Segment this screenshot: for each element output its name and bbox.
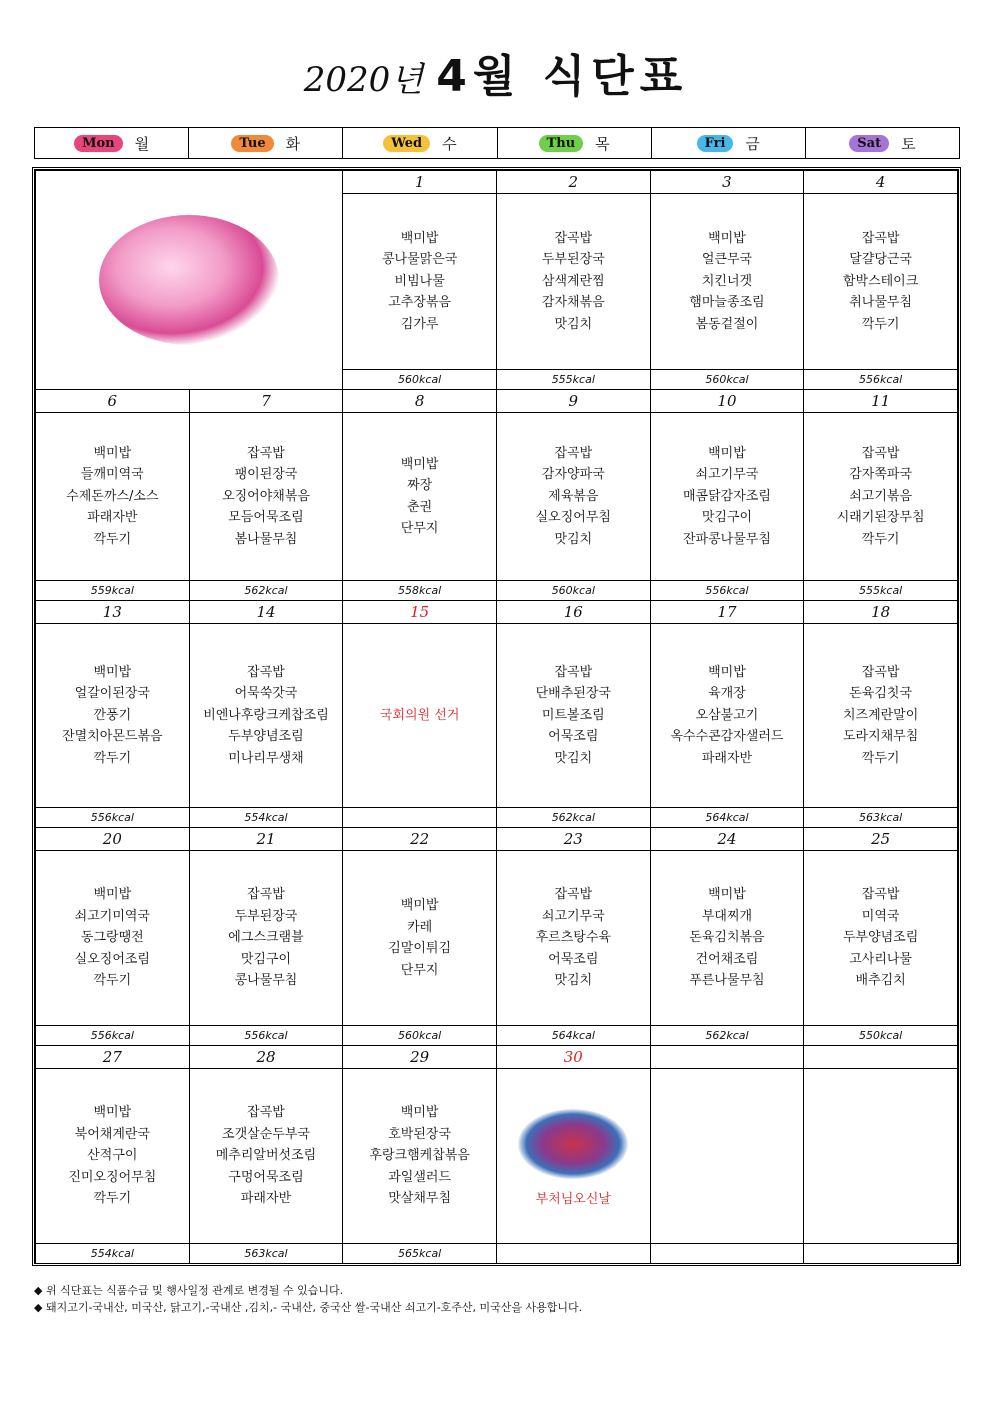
menu-item: 감자쪽파국 xyxy=(849,467,913,483)
weekday-wed xyxy=(343,128,497,158)
calorie-label xyxy=(497,1243,650,1263)
calorie-label xyxy=(343,807,496,827)
menu-item: 북어채계란국 xyxy=(74,1126,150,1142)
calendar-cell xyxy=(36,1046,190,1264)
menu-item: 백미밥 xyxy=(93,1105,132,1121)
menu-item: 어묵조림 xyxy=(548,951,599,967)
menu-list xyxy=(804,413,957,580)
calorie-label: 560kcal xyxy=(651,369,804,389)
weekday-en-label: Mon xyxy=(74,135,123,152)
calorie-label xyxy=(804,1243,957,1263)
calendar-cell xyxy=(496,1046,650,1264)
menu-list xyxy=(36,1069,189,1243)
calendar-cell xyxy=(189,1046,343,1264)
day-number: 16 xyxy=(497,601,650,624)
menu-item: 파래자반 xyxy=(87,510,138,526)
menu-list xyxy=(651,413,804,580)
menu-item: 깍두기 xyxy=(861,316,900,332)
day-cell xyxy=(651,601,804,827)
day-number xyxy=(804,1046,957,1069)
menu-item: 돈육김치볶음 xyxy=(689,930,765,946)
calendar-cell xyxy=(36,601,190,828)
weekday-ko-label: 화 xyxy=(285,134,301,153)
day-cell xyxy=(651,390,804,600)
menu-item: 도라지채무침 xyxy=(842,729,919,745)
calorie-label: 560kcal xyxy=(343,369,496,389)
menu-item: 돈육김칫국 xyxy=(849,686,913,702)
menu-list xyxy=(497,194,650,369)
day-number: 3 xyxy=(651,171,804,194)
menu-item: 비빔나물 xyxy=(394,273,445,289)
menu-item: 깍두기 xyxy=(93,973,132,989)
calendar-cell xyxy=(804,171,958,390)
menu-item: 단무지 xyxy=(400,521,439,536)
holiday-note: 부처님오신날 xyxy=(535,1192,611,1208)
menu-item: 쇠고기무국 xyxy=(695,467,759,483)
day-number: 14 xyxy=(190,601,343,624)
day-number: 11 xyxy=(804,390,957,413)
menu-item: 매콤닭감자조림 xyxy=(683,488,771,504)
azalea-flower-image xyxy=(99,215,279,345)
calendar-cell xyxy=(804,828,958,1046)
menu-item: 후랑크햄케찹볶음 xyxy=(369,1148,470,1164)
menu-item: 콩나물무침 xyxy=(234,973,298,989)
menu-item: 함박스테이크 xyxy=(842,273,919,289)
menu-item: 깍두기 xyxy=(93,750,132,766)
calorie-label: 563kcal xyxy=(804,807,957,827)
title-year: 2020년 xyxy=(303,60,424,100)
calendar-cell xyxy=(650,390,804,601)
day-cell xyxy=(497,828,650,1045)
menu-item: 두부된장국 xyxy=(541,252,605,268)
footnote-line: ◆ 위 식단표는 식품수급 및 행사일정 관계로 변경될 수 있습니다. xyxy=(34,1284,344,1297)
calorie-label: 556kcal xyxy=(36,1025,189,1045)
calorie-label: 550kcal xyxy=(804,1025,957,1045)
menu-item: 감자양파국 xyxy=(541,467,605,483)
menu-item: 잡곡밥 xyxy=(247,887,285,903)
calendar-cell xyxy=(36,390,190,601)
day-cell xyxy=(343,1046,496,1263)
menu-item: 단무지 xyxy=(400,962,439,978)
menu-list xyxy=(497,413,650,580)
menu-item: 두부된장국 xyxy=(234,908,298,924)
menu-item: 두부양념조림 xyxy=(228,729,304,745)
menu-list xyxy=(497,624,650,807)
menu-item: 미트볼조림 xyxy=(541,707,605,723)
day-cell xyxy=(190,828,343,1045)
day-cell xyxy=(804,828,957,1045)
calorie-label: 556kcal xyxy=(651,580,804,600)
menu-item: 파래자반 xyxy=(240,1191,292,1207)
calorie-label: 564kcal xyxy=(497,1025,650,1045)
menu-item: 백미밥 xyxy=(400,1105,439,1121)
day-number: 25 xyxy=(804,828,957,851)
menu-item: 비엔나후랑크케찹조림 xyxy=(203,707,329,723)
weekday-mon xyxy=(35,128,189,158)
day-cell xyxy=(343,390,496,600)
calendar-cell xyxy=(804,1046,958,1264)
weekday-en-label: Tue xyxy=(231,135,273,152)
menu-item: 백미밥 xyxy=(400,898,439,913)
calorie-label: 564kcal xyxy=(651,807,804,827)
menu-item: 카레 xyxy=(407,919,433,935)
menu-item: 배추김치 xyxy=(855,973,906,989)
menu-item: 쇠고기무국 xyxy=(541,908,605,924)
menu-item: 깍두기 xyxy=(93,531,132,547)
menu-item: 쇠고기미역국 xyxy=(74,908,150,924)
menu-item: 미나리무생채 xyxy=(228,750,304,766)
menu-list xyxy=(343,413,496,580)
calorie-label: 560kcal xyxy=(497,580,650,600)
menu-item: 백미밥 xyxy=(400,230,439,246)
menu-item: 잔파콩나물무침 xyxy=(683,531,771,547)
day-number: 15 xyxy=(343,601,496,624)
menu-list xyxy=(190,624,343,807)
menu-list xyxy=(343,194,496,369)
menu-item: 팽이된장국 xyxy=(234,467,298,483)
menu-item: 취나물무침 xyxy=(849,295,913,311)
weekday-ko-label: 금 xyxy=(745,134,760,153)
day-number: 1 xyxy=(343,171,496,194)
day-number: 13 xyxy=(36,601,189,624)
menu-list xyxy=(804,194,957,369)
menu-list xyxy=(651,1069,804,1243)
menu-list xyxy=(343,624,496,807)
weekday-ko-label: 월 xyxy=(134,134,150,153)
calorie-label: 554kcal xyxy=(36,1243,189,1263)
menu-item: 백미밥 xyxy=(93,445,132,461)
calendar-cell xyxy=(343,828,497,1046)
calorie-label: 558kcal xyxy=(343,580,496,600)
day-number: 17 xyxy=(651,601,804,624)
day-cell xyxy=(804,390,957,600)
menu-item: 고추장볶음 xyxy=(388,295,452,311)
day-cell xyxy=(190,1046,343,1263)
calorie-label: 556kcal xyxy=(190,1025,343,1045)
calendar-cell xyxy=(343,390,497,601)
menu-item: 백미밥 xyxy=(708,445,746,461)
menu-item: 어묵조림 xyxy=(548,729,599,745)
menu-item: 과일샐러드 xyxy=(388,1169,452,1185)
menu-item: 얼갈이된장국 xyxy=(74,686,150,702)
day-cell xyxy=(497,601,650,827)
menu-list xyxy=(804,1069,957,1243)
day-cell xyxy=(190,601,343,827)
calendar-cell xyxy=(650,1046,804,1264)
day-number: 8 xyxy=(343,390,496,413)
calorie-label: 562kcal xyxy=(497,807,650,827)
day-number: 4 xyxy=(804,171,957,194)
day-cell xyxy=(343,601,496,827)
day-number: 27 xyxy=(36,1046,189,1069)
menu-item: 오징어야채볶음 xyxy=(222,488,310,504)
menu-item: 후르츠탕수육 xyxy=(535,930,611,946)
calendar-cell xyxy=(650,828,804,1046)
day-cell xyxy=(343,171,496,389)
weekday-en-label: Fri xyxy=(697,135,734,152)
day-cell xyxy=(804,171,957,389)
calorie-label xyxy=(651,1243,804,1263)
day-cell xyxy=(804,1046,957,1263)
calendar-cell xyxy=(343,1046,497,1264)
menu-item: 백미밥 xyxy=(708,230,746,246)
menu-item: 잡곡밥 xyxy=(861,887,900,903)
menu-item: 푸른나물무침 xyxy=(689,973,765,989)
menu-item: 감자채볶음 xyxy=(541,295,605,311)
menu-item: 건어채조림 xyxy=(695,951,759,967)
calorie-label: 554kcal xyxy=(190,807,343,827)
footnote-line: ◆ 돼지고기-국내산, 미국산, 닭고기,-국내산 ,김치,- 국내산, 중국산 쌀-국내산 쇠고기-호주산, 미국산을 사용합니다. xyxy=(34,1301,583,1314)
day-number xyxy=(651,1046,804,1069)
menu-list xyxy=(343,851,496,1025)
day-number: 6 xyxy=(36,390,189,413)
menu-list xyxy=(36,851,189,1025)
menu-item: 오삼불고기 xyxy=(695,707,759,723)
day-cell xyxy=(651,828,804,1045)
menu-item: 고사리나물 xyxy=(849,951,913,967)
weekday-thu xyxy=(498,128,652,158)
menu-item: 잡곡밥 xyxy=(554,887,593,903)
page-title xyxy=(0,40,992,104)
weekday-sat xyxy=(806,128,959,158)
menu-item: 산적구이 xyxy=(87,1148,138,1164)
day-number: 21 xyxy=(190,828,343,851)
day-cell xyxy=(190,390,343,600)
calendar-cell xyxy=(650,601,804,828)
menu-item: 호박된장국 xyxy=(388,1126,452,1142)
menu-item: 부대찌개 xyxy=(701,908,753,924)
menu-item: 에그스크램블 xyxy=(228,930,304,946)
menu-item: 잡곡밥 xyxy=(247,1105,285,1121)
menu-item: 맛김구이 xyxy=(240,951,292,967)
menu-list xyxy=(804,851,957,1025)
weekday-ko-label: 토 xyxy=(901,134,916,153)
calorie-label: 562kcal xyxy=(190,580,343,600)
day-cell xyxy=(36,828,189,1045)
menu-item: 달걀당근국 xyxy=(849,252,913,268)
menu-item: 미역국 xyxy=(861,908,900,924)
day-number: 24 xyxy=(651,828,804,851)
calendar xyxy=(32,167,961,1266)
menu-item: 봄동겉절이 xyxy=(695,316,759,332)
menu-item: 잡곡밥 xyxy=(247,445,285,461)
weekday-fri xyxy=(652,128,806,158)
menu-list xyxy=(36,624,189,807)
calorie-label: 563kcal xyxy=(190,1243,343,1263)
weekday-ko-label: 수 xyxy=(442,134,457,153)
title-month-label: 4월 식단표 xyxy=(436,51,689,102)
menu-list xyxy=(497,851,650,1025)
menu-item: 수제돈까스/소스 xyxy=(66,488,159,504)
day-cell xyxy=(497,390,650,600)
day-number: 28 xyxy=(190,1046,343,1069)
menu-item: 메추리알버섯조림 xyxy=(215,1148,317,1164)
day-cell xyxy=(804,601,957,827)
weekday-en-label: Sat xyxy=(849,135,889,152)
calendar-cell xyxy=(36,828,190,1046)
menu-item: 들깨미역국 xyxy=(80,467,144,483)
calendar-cell xyxy=(496,171,650,390)
menu-list xyxy=(36,413,189,580)
calorie-label: 555kcal xyxy=(804,580,957,600)
calendar-cell xyxy=(804,390,958,601)
menu-item: 육개장 xyxy=(708,686,746,702)
menu-item: 모듬어묵조림 xyxy=(228,510,304,526)
menu-item: 치즈계란말이 xyxy=(842,707,919,723)
menu-item: 춘권 xyxy=(407,499,433,515)
calendar-cell xyxy=(343,171,497,390)
calorie-label: 555kcal xyxy=(497,369,650,389)
menu-list xyxy=(651,194,804,369)
day-cell xyxy=(497,1046,650,1263)
day-number: 22 xyxy=(343,828,496,851)
menu-item: 깐풍기 xyxy=(93,707,132,723)
footnotes xyxy=(34,1282,582,1316)
day-cell xyxy=(343,828,496,1045)
menu-item: 진미오징어무침 xyxy=(68,1169,157,1185)
menu-item: 옥수수콘감자샐러드 xyxy=(670,729,784,745)
menu-list xyxy=(651,851,804,1025)
day-number: 20 xyxy=(36,828,189,851)
menu-item: 맛김치 xyxy=(554,531,593,547)
menu-item: 잔멸치아몬드볶음 xyxy=(62,729,163,745)
menu-item: 실오징어무침 xyxy=(535,510,611,526)
calorie-label: 556kcal xyxy=(36,807,189,827)
calendar-cell xyxy=(496,828,650,1046)
menu-item: 시래기된장무침 xyxy=(836,510,925,526)
menu-item: 삼색계란찜 xyxy=(541,273,605,289)
calendar-cell xyxy=(36,171,343,390)
calorie-label: 562kcal xyxy=(651,1025,804,1045)
menu-item: 백미밥 xyxy=(93,887,132,903)
menu-item: 동그랑땡전 xyxy=(80,930,144,946)
day-number: 30 xyxy=(497,1046,650,1069)
menu-item: 잡곡밥 xyxy=(554,664,593,680)
day-number: 18 xyxy=(804,601,957,624)
day-number: 7 xyxy=(190,390,343,413)
menu-item: 햄마늘종조림 xyxy=(689,295,765,311)
day-number: 23 xyxy=(497,828,650,851)
menu-item: 맛김치 xyxy=(554,316,593,332)
day-number: 2 xyxy=(497,171,650,194)
day-cell xyxy=(497,171,650,389)
menu-item: 얼큰무국 xyxy=(701,252,753,268)
menu-item: 잡곡밥 xyxy=(861,664,900,680)
menu-item: 실오징어조림 xyxy=(74,951,150,967)
calorie-label: 556kcal xyxy=(804,369,957,389)
weekday-header xyxy=(34,127,960,159)
menu-item: 맛살채무침 xyxy=(388,1191,452,1207)
menu-list xyxy=(497,1069,650,1243)
menu-item: 단배추된장국 xyxy=(535,686,611,702)
weekday-en-label: Thu xyxy=(539,135,584,152)
menu-item: 잡곡밥 xyxy=(554,445,593,461)
calendar-cell xyxy=(804,601,958,828)
menu-item: 백미밥 xyxy=(708,664,746,680)
menu-item: 구멍어묵조림 xyxy=(228,1169,304,1185)
menu-item: 잡곡밥 xyxy=(861,230,900,246)
day-number: 29 xyxy=(343,1046,496,1069)
calendar-cell xyxy=(189,828,343,1046)
calorie-label: 565kcal xyxy=(343,1243,496,1263)
calendar-cell xyxy=(189,601,343,828)
menu-list xyxy=(343,1069,496,1243)
calendar-cell xyxy=(496,390,650,601)
calorie-label: 560kcal xyxy=(343,1025,496,1045)
menu-item: 제육볶음 xyxy=(548,488,599,504)
menu-item: 조갯살순두부국 xyxy=(222,1126,310,1142)
menu-item: 백미밥 xyxy=(93,664,132,680)
menu-item: 파래자반 xyxy=(701,750,753,766)
day-cell xyxy=(651,171,804,389)
menu-item: 깍두기 xyxy=(93,1191,132,1207)
menu-item: 치킨너겟 xyxy=(701,273,753,289)
menu-item: 깍두기 xyxy=(861,750,900,766)
holiday-note: 국회의원 선거 xyxy=(379,707,460,723)
menu-item: 백미밥 xyxy=(400,456,439,472)
menu-item: 두부양념조림 xyxy=(842,930,919,946)
menu-item: 깍두기 xyxy=(861,531,900,547)
lantern-image xyxy=(518,1109,628,1179)
menu-list xyxy=(190,413,343,580)
menu-item: 맛김치 xyxy=(554,973,593,989)
calendar-cell xyxy=(189,390,343,601)
menu-item: 김말이튀김 xyxy=(388,941,452,956)
menu-item: 콩나물맑은국 xyxy=(381,252,458,268)
menu-list xyxy=(190,851,343,1025)
menu-item: 백미밥 xyxy=(708,887,746,903)
day-cell xyxy=(36,390,189,600)
menu-item: 맛김치 xyxy=(554,750,593,766)
menu-item: 김가루 xyxy=(400,316,439,332)
menu-item: 잡곡밥 xyxy=(554,230,593,246)
day-cell xyxy=(651,1046,804,1263)
calendar-cell xyxy=(650,171,804,390)
weekday-en-label: Wed xyxy=(383,135,430,152)
menu-item: 잡곡밥 xyxy=(247,664,285,680)
day-number: 10 xyxy=(651,390,804,413)
day-cell xyxy=(36,1046,189,1263)
menu-list xyxy=(190,1069,343,1243)
calendar-cell xyxy=(343,601,497,828)
calendar-cell xyxy=(496,601,650,828)
menu-item: 어묵쑥갓국 xyxy=(234,686,298,702)
calorie-label: 559kcal xyxy=(36,580,189,600)
menu-list xyxy=(804,624,957,807)
day-number: 9 xyxy=(497,390,650,413)
menu-list xyxy=(651,624,804,807)
menu-item: 봄나물무침 xyxy=(234,531,298,547)
menu-item: 잡곡밥 xyxy=(861,445,900,461)
weekday-ko-label: 목 xyxy=(595,134,610,153)
weekday-tue xyxy=(189,128,343,158)
day-cell xyxy=(36,601,189,827)
menu-item: 맛김구이 xyxy=(701,510,753,526)
menu-item: 짜장 xyxy=(407,478,433,493)
menu-item: 쇠고기볶음 xyxy=(849,488,913,504)
